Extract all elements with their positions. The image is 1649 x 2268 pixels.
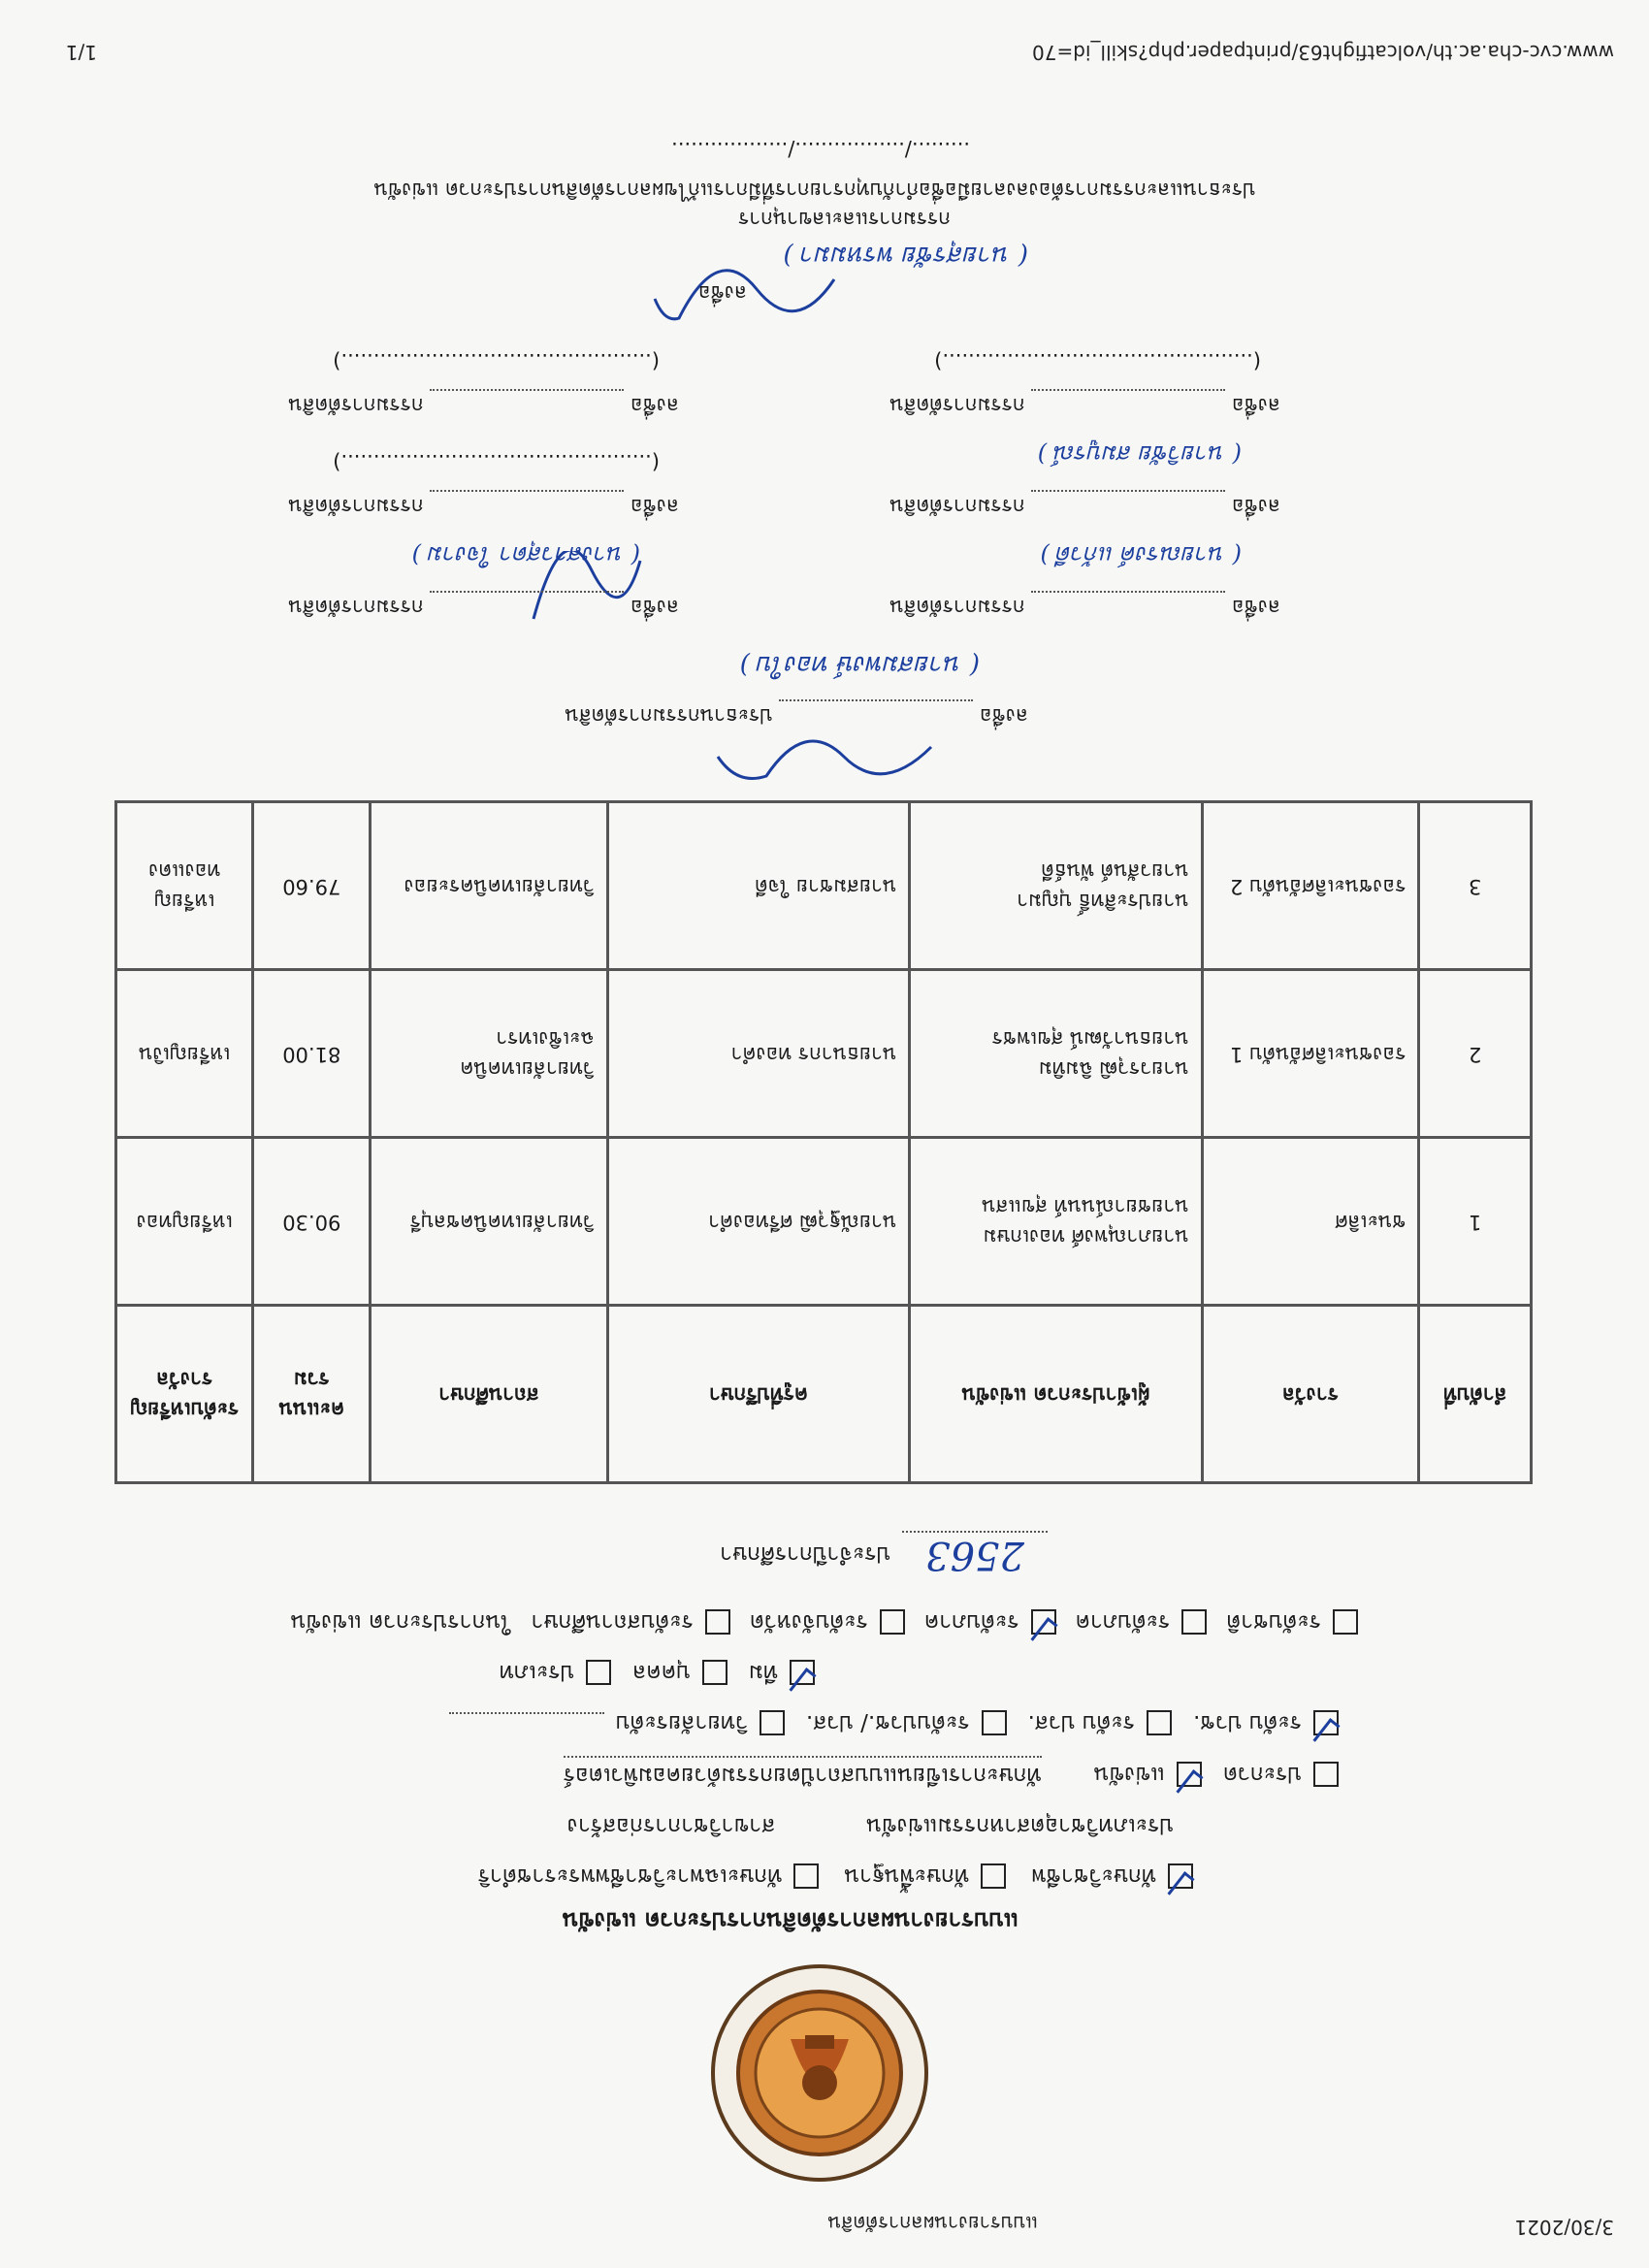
stage-checkbox-1[interactable] — [880, 1609, 905, 1635]
member6-name: (................................................) — [333, 349, 660, 373]
header-advisor: ครูที่ปรึกษา — [607, 1306, 910, 1483]
year-value: 2563 — [902, 1531, 1048, 1577]
table-row — [116, 970, 1532, 1138]
stage-checkbox-4[interactable] — [1333, 1609, 1358, 1635]
member2-sign-line — [430, 591, 624, 610]
level-checkbox-0[interactable] — [1313, 1710, 1339, 1735]
print-doc-title: แบบรายงานผลการตัดสิน — [827, 2212, 1038, 2235]
member3-name: ( นายวิชัย สมบูรณ์ ) — [1037, 440, 1242, 468]
member2-sign-row — [288, 591, 679, 623]
member3-sign-row — [889, 490, 1280, 522]
category-row — [478, 1859, 1193, 1894]
member2-sign-prefix: ลงชื่อ — [630, 596, 679, 619]
cell-advisor: นายธนากร ทองคำ — [607, 970, 910, 1138]
print-page-number: 1/1 — [65, 41, 97, 64]
member3-role: กรรมการตัดสิน — [889, 495, 1025, 518]
member6-role: กรรมการตัดสิน — [288, 394, 424, 417]
cell-institution: วิทยาลัยเทคนิคชลบุรี — [371, 1138, 608, 1306]
type-left-label: ประเภทวิชาอุตสาหกรรมแข่งขัน — [866, 1813, 1174, 1838]
level-fill-line — [449, 1712, 604, 1733]
stage-label-3: ระดับภาค — [1075, 1609, 1171, 1635]
chair-sign-line — [779, 699, 973, 719]
level-label-0: ระดับ ปวช. — [1193, 1710, 1302, 1735]
member4-sign-line — [430, 490, 624, 509]
type-row — [567, 1808, 1174, 1843]
contest-label-1: แข่งขัน — [1093, 1762, 1165, 1787]
header-contestant: ผู้เข้าประกวด แข่งขัน — [910, 1306, 1202, 1483]
chair-role: ประธานกรรมการตัดสิน — [565, 704, 773, 728]
stage-label-1: ระดับจังหวัด — [749, 1609, 868, 1635]
level-checkbox-1[interactable] — [1147, 1710, 1172, 1735]
table-row — [116, 1138, 1532, 1306]
member1-sign-prefix: ลงชื่อ — [1232, 596, 1280, 619]
contest-checkbox-0[interactable] — [1313, 1762, 1339, 1787]
contest-label-0: ประกวด — [1222, 1762, 1302, 1787]
level-checkbox-3[interactable] — [760, 1710, 785, 1735]
category-checkbox-1[interactable] — [981, 1863, 1006, 1889]
member1-sign-row — [889, 591, 1280, 623]
member1-name: ( นายณรงค์ แก้วดี ) — [1040, 541, 1242, 568]
secretary-name: ( นายสุรชัย พรหมมา ) — [783, 241, 1028, 270]
member5-role: กรรมการตัดสิน — [889, 394, 1025, 417]
footer-note: ประธานและกรรมการต้องลงลายมือชื่อกำกับทุกรายการที่มีการแก้ไขผลการตัดสินการประกวด แข่งขัน — [373, 178, 1256, 202]
cell-medal: เหรียญทอง — [116, 1138, 253, 1306]
header-institution: สถานศึกษา — [371, 1306, 608, 1483]
member5-sign-prefix: ลงชื่อ — [1232, 394, 1280, 417]
cell-contestant: นายวรวุฒิ ฉิมทิม นายธนาวัฒน์ สุขเพชร — [910, 970, 1202, 1138]
stage-row — [291, 1604, 1358, 1639]
member5-sign-line — [1031, 389, 1225, 408]
cell-score: 81.00 — [253, 970, 371, 1138]
vec-logo — [708, 1961, 931, 2185]
member2-role: กรรมการตัดสิน — [288, 596, 424, 619]
member5-name: (................................................) — [934, 349, 1261, 373]
cell-institution: วิทยาลัยเทคนิคฉะเชิงเทรา — [371, 970, 608, 1138]
contest-checkbox-1[interactable] — [1177, 1762, 1202, 1787]
contest-name: ทักษะการเขียนแบบสถาปัตยกรรมด้วยคอมพิวเตอร์ — [564, 1756, 1042, 1793]
chair-sign-prefix: ลงชื่อ — [980, 704, 1028, 728]
member3-sign-line — [1031, 490, 1225, 509]
stage-checkbox-2[interactable] — [1031, 1609, 1056, 1635]
cell-advisor: นายณัฐวุฒิ ศรีทองคำ — [607, 1138, 910, 1306]
cell-institution: วิทยาลัยเทคนิคระยอง — [371, 802, 608, 970]
secretary-sign-prefix: ลงชื่อ — [698, 281, 747, 305]
table-header-row — [116, 1306, 1532, 1483]
table-row — [116, 802, 1532, 970]
print-url: www.cvc-cha.ac.th/volcatfight63/printpaper.php?skill_id=70 — [1031, 41, 1614, 64]
cell-rank: 3 — [1419, 802, 1532, 970]
stage-checkbox-3[interactable] — [1181, 1609, 1207, 1635]
chair-signature-scribble — [708, 724, 941, 805]
level-label-2: ระดับปวช./ ปวส. — [805, 1710, 970, 1735]
member3-sign-prefix: ลงชื่อ — [1232, 495, 1280, 518]
stage-label-0: ระดับสถานศึกษา — [531, 1609, 694, 1635]
member4-sign-prefix: ลงชื่อ — [630, 495, 679, 518]
type-right-label: สาขาวิชาการก่อสร้าง — [566, 1813, 776, 1838]
cell-medal: เหรียญทองแดง — [116, 802, 253, 970]
gender-label-0: ประเภท — [499, 1660, 575, 1685]
results-table — [114, 800, 1533, 1484]
category-label-2: ทักษะเฉพาะวิชาชีพพระราชดำริ — [477, 1863, 783, 1889]
stage-label-4: ระดับชาติ — [1226, 1609, 1321, 1635]
cell-rank: 2 — [1419, 970, 1532, 1138]
member6-sign-line — [430, 389, 624, 408]
cell-advisor: นายสมชาย ใจดี — [607, 802, 910, 970]
cell-medal: เหรียญเงิน — [116, 970, 253, 1138]
gender-checkbox-2[interactable] — [790, 1660, 815, 1685]
stage-label-2: ระดับภาค — [923, 1609, 1019, 1635]
header-award: รางวัล — [1202, 1306, 1419, 1483]
cell-score: 90.30 — [253, 1138, 371, 1306]
print-date: 3/30/2021 — [1514, 2216, 1614, 2239]
member4-role: กรรมการตัดสิน — [288, 495, 424, 518]
category-checkbox-2[interactable] — [793, 1863, 819, 1889]
year-row — [720, 1531, 1048, 1577]
member6-sign-prefix: ลงชื่อ — [630, 394, 679, 417]
year-label: ประจำปีการศึกษา — [720, 1541, 891, 1567]
cell-award: รองชนะเลิศอันดับ 1 — [1202, 970, 1419, 1138]
form-title: แบบรายงานผลการตัดสินการประกวด แข่งขัน — [562, 1907, 1018, 1934]
header-rank: ลำดับที่ — [1419, 1306, 1532, 1483]
cell-award: ชนะเลิศ — [1202, 1138, 1419, 1306]
cell-contestant: นายประสิทธิ์ บุญมา นายวสันต์ พันธ์ดี — [910, 802, 1202, 970]
chair-name: ( นายสมพงษ์ ทองใบ ) — [739, 650, 980, 679]
gender-label-2: ทีม — [748, 1660, 778, 1685]
member5-sign-row — [889, 389, 1280, 421]
cell-contestant: นายภาณุพงศ์ ทองเกษม นายชยาณ์นนท์ สุขแสน — [910, 1138, 1202, 1306]
level-checkbox-2[interactable] — [982, 1710, 1007, 1735]
header-score: คะแนนรวม — [253, 1306, 371, 1483]
secretary-role: กรรมการและเลขานุการ — [738, 208, 951, 231]
gender-checkbox-0[interactable] — [586, 1660, 611, 1685]
stage-checkbox-0[interactable] — [705, 1609, 730, 1635]
member1-sign-line — [1031, 591, 1225, 610]
member1-role: กรรมการตัดสิน — [889, 596, 1025, 619]
level-label-3: วิทยาลัยระดับ — [615, 1710, 748, 1735]
member4-name: (................................................) — [333, 450, 660, 473]
member4-sign-row — [288, 490, 679, 522]
level-row — [449, 1705, 1339, 1740]
cell-award: รองชนะเลิศอันดับ 2 — [1202, 802, 1419, 970]
level-label-1: ระดับ ปวส. — [1027, 1710, 1135, 1735]
gender-label-1: บุคคล — [632, 1660, 691, 1685]
header-medal: ระดับเหรียญรางวัล — [116, 1306, 253, 1483]
category-checkbox-0[interactable] — [1168, 1863, 1193, 1889]
secretary-sign-row — [698, 276, 747, 308]
cell-rank: 1 — [1419, 1138, 1532, 1306]
cell-score: 79.60 — [253, 802, 371, 970]
date-line: ........./................./.................. — [671, 138, 970, 161]
member2-name: ( นางสาวสุดา ใจงาม ) — [411, 541, 640, 568]
member6-sign-row — [288, 389, 679, 421]
contest-row — [564, 1756, 1339, 1793]
gender-row — [500, 1655, 815, 1690]
category-label-1: ทักษะพื้นฐาน — [844, 1863, 970, 1889]
stage-prefix: ในการประกวด แข่งขัน — [290, 1609, 512, 1635]
category-label-0: ทักษะวิชาชีพ — [1031, 1863, 1156, 1889]
gender-checkbox-1[interactable] — [702, 1660, 728, 1685]
